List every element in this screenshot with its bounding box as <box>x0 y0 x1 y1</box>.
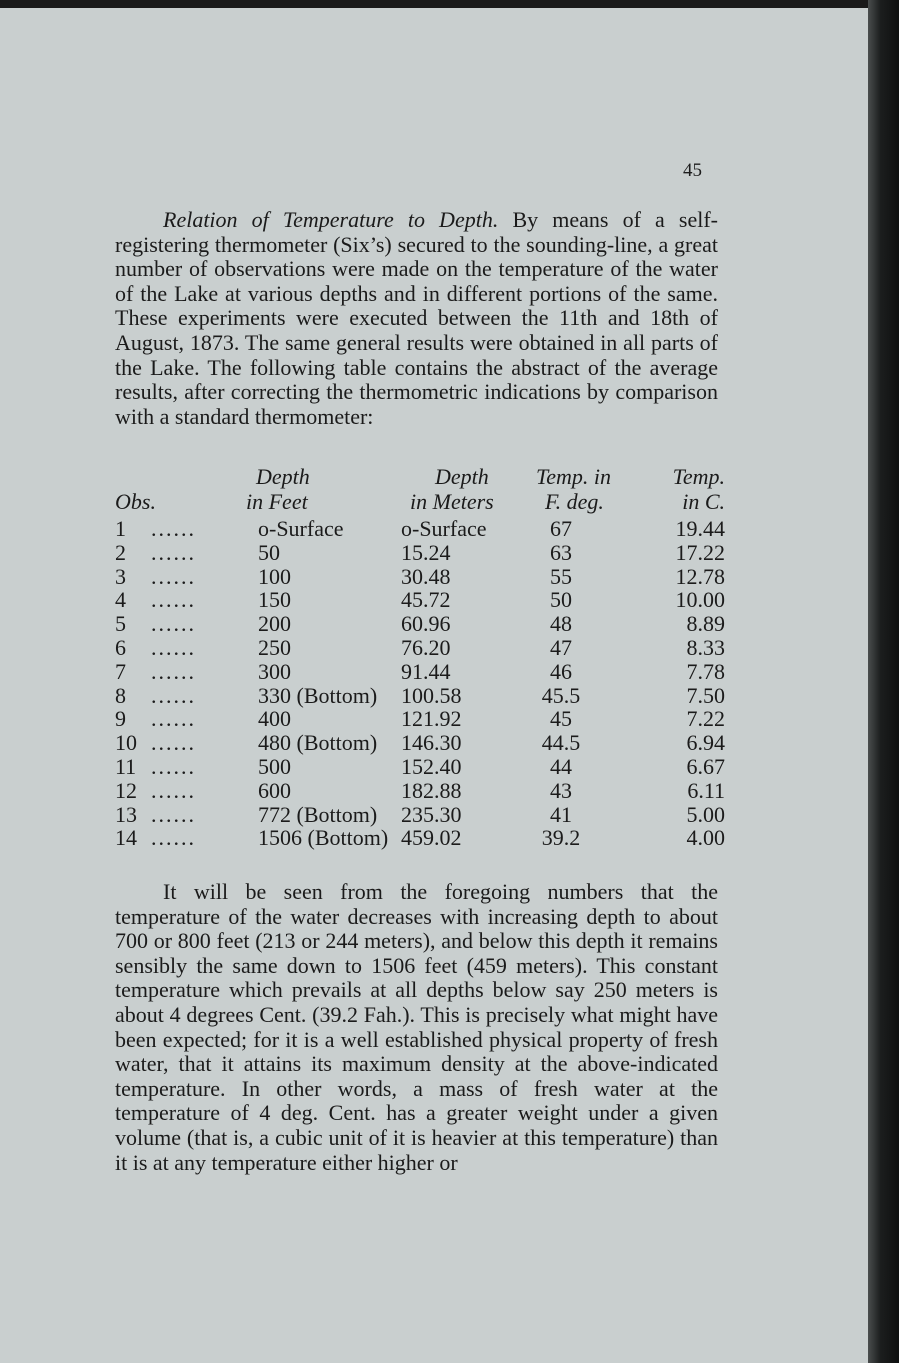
leader-dots: ...... <box>151 539 196 565</box>
leader-dots: ...... <box>151 587 196 613</box>
temp-c-cell: 7.22 <box>686 706 725 732</box>
depth-feet-cell: 600 <box>258 777 291 803</box>
depth-meters-cell: 60.96 <box>401 611 451 637</box>
temp-f-cell: 55 <box>550 563 572 589</box>
temp-c-cell: 19.44 <box>675 516 725 541</box>
leader-dots: ...... <box>151 682 196 708</box>
obs-cell: 8 <box>115 682 126 708</box>
depth-feet-cell: 400 <box>258 706 291 732</box>
temp-c-cell: 8.89 <box>686 611 725 637</box>
table-row <box>115 779 725 802</box>
conclusion-paragraph <box>115 880 718 1175</box>
temp-f-cell: 48 <box>550 611 572 637</box>
depth-feet-cell: 772 (Bottom) <box>258 801 378 827</box>
depth-feet-cell: 150 <box>258 587 291 613</box>
book-spine-shadow <box>868 0 899 1363</box>
leader-dots: ...... <box>151 825 196 851</box>
depth-feet-cell: 200 <box>258 611 291 637</box>
depth-feet-cell: 250 <box>258 635 291 660</box>
header-temp-f-line2: F. deg. <box>545 489 604 514</box>
table-row <box>115 636 725 659</box>
table-row <box>115 541 725 564</box>
leader-dots: ...... <box>151 611 196 637</box>
leader-dots: ...... <box>151 516 196 541</box>
header-depth-feet-line2: in Feet <box>246 489 308 514</box>
header-depth-feet-line1: Depth <box>256 464 310 489</box>
depth-meters-cell: 100.58 <box>401 682 462 708</box>
depth-feet-cell: 500 <box>258 754 291 779</box>
header-temp-f-line1: Temp. in <box>536 464 611 489</box>
page-number: 45 <box>683 160 702 181</box>
table-row <box>115 707 725 730</box>
table-row <box>115 803 725 826</box>
table-row <box>115 660 725 683</box>
temp-c-cell: 5.00 <box>686 801 725 827</box>
temp-c-cell: 10.00 <box>675 587 725 613</box>
depth-meters-cell: 76.20 <box>401 635 451 660</box>
temp-f-cell: 46 <box>550 658 572 684</box>
leader-dots: ...... <box>151 754 196 779</box>
obs-cell: 1 <box>115 516 126 541</box>
depth-feet-cell: 300 <box>258 658 291 684</box>
leader-dots: ...... <box>151 777 196 803</box>
temp-f-cell: 39.2 <box>541 825 581 851</box>
temp-f-cell: 47 <box>550 635 572 660</box>
obs-cell: 2 <box>115 539 126 565</box>
temp-f-cell: 41 <box>550 801 572 827</box>
temp-f-cell: 44.5 <box>541 730 581 756</box>
temp-f-cell: 50 <box>550 587 572 613</box>
section-title: Relation of Temperature to Depth. <box>163 207 499 232</box>
leader-dots: ...... <box>151 563 196 589</box>
temp-c-cell: 12.78 <box>675 563 725 589</box>
obs-cell: 6 <box>115 635 126 660</box>
temp-c-cell: 4.00 <box>686 825 725 851</box>
depth-meters-cell: 45.72 <box>401 587 451 613</box>
depth-meters-cell: 15.24 <box>401 539 451 565</box>
temp-f-cell: 63 <box>550 539 572 565</box>
depth-feet-cell: 100 <box>258 563 291 589</box>
depth-feet-cell: 480 (Bottom) <box>258 730 378 756</box>
obs-cell: 4 <box>115 587 126 613</box>
table-row <box>115 684 725 707</box>
table-row <box>115 565 725 588</box>
obs-cell: 9 <box>115 706 126 732</box>
intro-paragraph <box>115 208 718 429</box>
depth-meters-cell: 459.02 <box>401 825 462 851</box>
depth-meters-cell: 152.40 <box>401 754 462 779</box>
temp-f-cell: 43 <box>550 777 572 803</box>
leader-dots: ...... <box>151 635 196 660</box>
table-row <box>115 612 725 635</box>
header-obs: Obs. <box>115 489 156 514</box>
book-page <box>0 8 868 1363</box>
temp-c-cell: 7.78 <box>686 658 725 684</box>
obs-cell: 11 <box>115 754 137 779</box>
header-temp-c-line2: in C. <box>682 489 725 514</box>
table-row <box>115 755 725 778</box>
obs-cell: 14 <box>115 825 137 851</box>
depth-feet-cell: o-Surface <box>258 516 344 541</box>
obs-cell: 5 <box>115 611 126 637</box>
depth-meters-cell: 91.44 <box>401 658 451 684</box>
depth-meters-cell: 235.30 <box>401 801 462 827</box>
temp-f-cell: 45 <box>550 706 572 732</box>
header-depth-meters-line1: Depth <box>435 464 489 489</box>
leader-dots: ...... <box>151 730 196 756</box>
obs-cell: 3 <box>115 563 126 589</box>
table-row <box>115 731 725 754</box>
temp-f-cell: 67 <box>550 516 572 541</box>
depth-feet-cell: 1506 (Bottom) <box>258 825 389 851</box>
depth-feet-cell: 330 (Bottom) <box>258 682 378 708</box>
temp-c-cell: 8.33 <box>686 635 725 660</box>
temp-c-cell: 6.67 <box>686 754 725 779</box>
depth-feet-cell: 50 <box>258 539 280 565</box>
leader-dots: ...... <box>151 706 196 732</box>
depth-meters-cell: 146.30 <box>401 730 462 756</box>
table-row <box>115 517 725 540</box>
leader-dots: ...... <box>151 801 196 827</box>
temp-c-cell: 6.11 <box>687 777 725 803</box>
temp-f-cell: 44 <box>550 754 572 779</box>
table-row <box>115 588 725 611</box>
table-row <box>115 826 725 849</box>
temp-f-cell: 45.5 <box>541 682 581 708</box>
depth-meters-cell: 182.88 <box>401 777 462 803</box>
obs-cell: 10 <box>115 730 137 756</box>
depth-meters-cell: 30.48 <box>401 563 451 589</box>
obs-cell: 7 <box>115 658 126 684</box>
depth-meters-cell: 121.92 <box>401 706 462 732</box>
conclusion-paragraph-text: It will be seen from the foregoing numbers that the temperature of the water decreases with increasing depth to about 700 or 800 feet (213 or 244 meters), and below this depth it remains sensibly the same down to 1506 feet (459 meters). This constant temperature which prevails at all depths below say 250 meters is about 4 degrees Cent. (39.2 Fah.). This is precisely what might have been expected; for it is a well established physical property of fresh water, that it attains its maximum density at the above-indicated temperature. In other words, a mass of fresh water at the temperature of 4 deg. Cent. has a greater weight under a given volume (that is, a cubic unit of it is heavier at this temperature) than it is at any temperature either higher or <box>115 879 718 1175</box>
obs-cell: 12 <box>115 777 137 803</box>
depth-meters-cell: o-Surface <box>401 516 487 541</box>
scan-top-border <box>0 0 899 8</box>
obs-cell: 13 <box>115 801 137 827</box>
temp-c-cell: 7.50 <box>686 682 725 708</box>
intro-paragraph-text: By means of a self-registering thermometer (Six’s) secured to the sounding-line, a great number of observations were made on the temperature of the water of the Lake at various depths and in different portions of the same. These experiments were executed between the 11th and 18th of August, 1873. The same general results were obtained in all parts of the Lake. The following table contains the abstract of the average results, after correcting the thermometric indications by comparison with a standard thermometer: <box>115 207 718 429</box>
header-temp-c-line1: Temp. <box>672 464 725 489</box>
leader-dots: ...... <box>151 658 196 684</box>
temp-c-cell: 17.22 <box>675 539 725 565</box>
temp-c-cell: 6.94 <box>686 730 725 756</box>
header-depth-meters-line2: in Meters <box>410 489 494 514</box>
